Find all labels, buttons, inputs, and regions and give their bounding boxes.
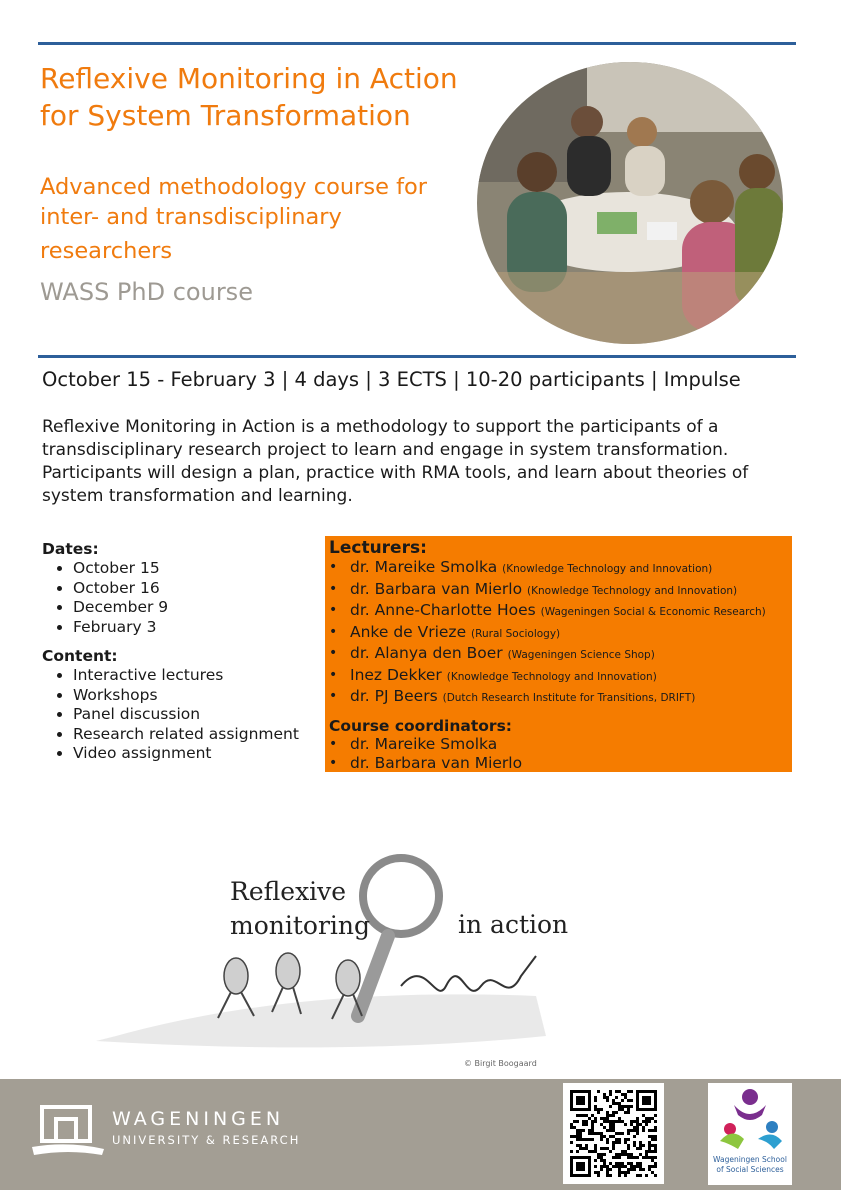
lecturer-affiliation: (Knowledge Technology and Innovation) (446, 670, 657, 683)
lecturers-heading: Lecturers: (329, 538, 427, 558)
intro-paragraph: Reflexive Monitoring in Action is a methodology to support the participants of a transdisciplinary research project to learn and engage in system transformation. Participants will design a plan, practice with RMA tools, and learn about theories of system transformation and learning. (42, 417, 749, 506)
lecturer-name: dr. Barbara van Mierlo (350, 579, 523, 598)
page-subtitle (40, 172, 480, 266)
course-meta-line: October 15 - February 3 | 4 days | 3 ECTS | 10-20 participants | Impulse (42, 368, 741, 391)
lecturer-affiliation: (Knowledge Technology and Innovation) (502, 563, 713, 575)
lecturers-box (325, 536, 792, 772)
lecturer-name: dr. PJ Beers (350, 687, 438, 705)
list-item: • October 15 (73, 559, 322, 579)
school-line-1: Wageningen School (713, 1155, 787, 1164)
wass-logo-caption (708, 1155, 792, 1175)
lecturer-affiliation: (Wageningen Science Shop) (507, 649, 655, 661)
content-list (42, 666, 322, 764)
details-column (42, 540, 322, 774)
group-photo (477, 62, 783, 344)
lecturer-name: Anke de Vrieze (350, 622, 467, 641)
org-sub: UNIVERSITY & RESEARCH (112, 1133, 301, 1147)
lecturer-item (350, 558, 792, 580)
list-item: • Research related assignment (73, 725, 322, 745)
school-line-2: of Social Sciences (716, 1165, 784, 1174)
mid-rule (38, 355, 796, 358)
wur-logo-icon (30, 1105, 106, 1165)
lecturer-item (350, 644, 792, 666)
qr-code-icon (563, 1083, 664, 1184)
subtitle-line-1: Advanced methodology course for (40, 174, 428, 200)
coordinators-list (325, 735, 792, 774)
lecturer-affiliation: (Rural Sociology) (471, 627, 561, 640)
page-title: Reflexive Monitoring in Action for System Transformation (40, 62, 458, 132)
illustration-text-3: in action (458, 910, 569, 939)
wass-logo-icon (708, 1083, 792, 1155)
lecturer-name: Inez Dekker (350, 665, 442, 684)
lecturer-affiliation: (Dutch Research Institute for Transitions, DRIFT) (442, 692, 696, 704)
lecturer-item (350, 687, 792, 709)
list-item: • Interactive lectures (73, 666, 322, 686)
list-item: • February 3 (73, 618, 322, 638)
lecturer-name: dr. Mareike Smolka (350, 558, 498, 576)
top-rule (38, 42, 796, 45)
illustration-text-1: Reflexive (230, 877, 347, 906)
wass-logo (708, 1083, 792, 1185)
lecturer-item (350, 623, 792, 645)
coordinator-item: • dr. Mareike Smolka (350, 735, 792, 755)
content-heading: Content: (42, 647, 118, 665)
dates-heading: Dates: (42, 540, 99, 558)
lecturer-item (350, 580, 792, 602)
illustration-credit: © Birgit Boogaard (464, 1059, 537, 1068)
lecturer-affiliation: (Knowledge Technology and Innovation) (527, 584, 738, 597)
coordinator-item: • dr. Barbara van Mierlo (350, 754, 792, 774)
list-item: • December 9 (73, 598, 322, 618)
rma-illustration (96, 836, 576, 1072)
org-name: WAGENINGEN (112, 1108, 285, 1130)
subtitle-line-3: researchers (40, 238, 173, 264)
subtitle-line-2: inter- and transdisciplinary (40, 204, 342, 230)
lecturer-item (350, 601, 792, 623)
coordinators-heading: Course coordinators: (329, 716, 512, 735)
lecturers-list (325, 558, 792, 709)
lecturer-name: dr. Anne-Charlotte Hoes (350, 601, 536, 619)
wur-wordmark (112, 1108, 300, 1147)
course-type: WASS PhD course (40, 278, 253, 306)
illustration-text-2: monitoring (230, 911, 371, 940)
dates-list (42, 559, 322, 637)
lecturer-affiliation: (Wageningen Social & Economic Research) (540, 606, 766, 618)
list-item: • Panel discussion (73, 705, 322, 725)
lecturer-name: dr. Alanya den Boer (350, 644, 503, 662)
list-item: • Video assignment (73, 744, 322, 764)
list-item: • Workshops (73, 686, 322, 706)
list-item: • October 16 (73, 579, 322, 599)
lecturer-item (350, 666, 792, 688)
